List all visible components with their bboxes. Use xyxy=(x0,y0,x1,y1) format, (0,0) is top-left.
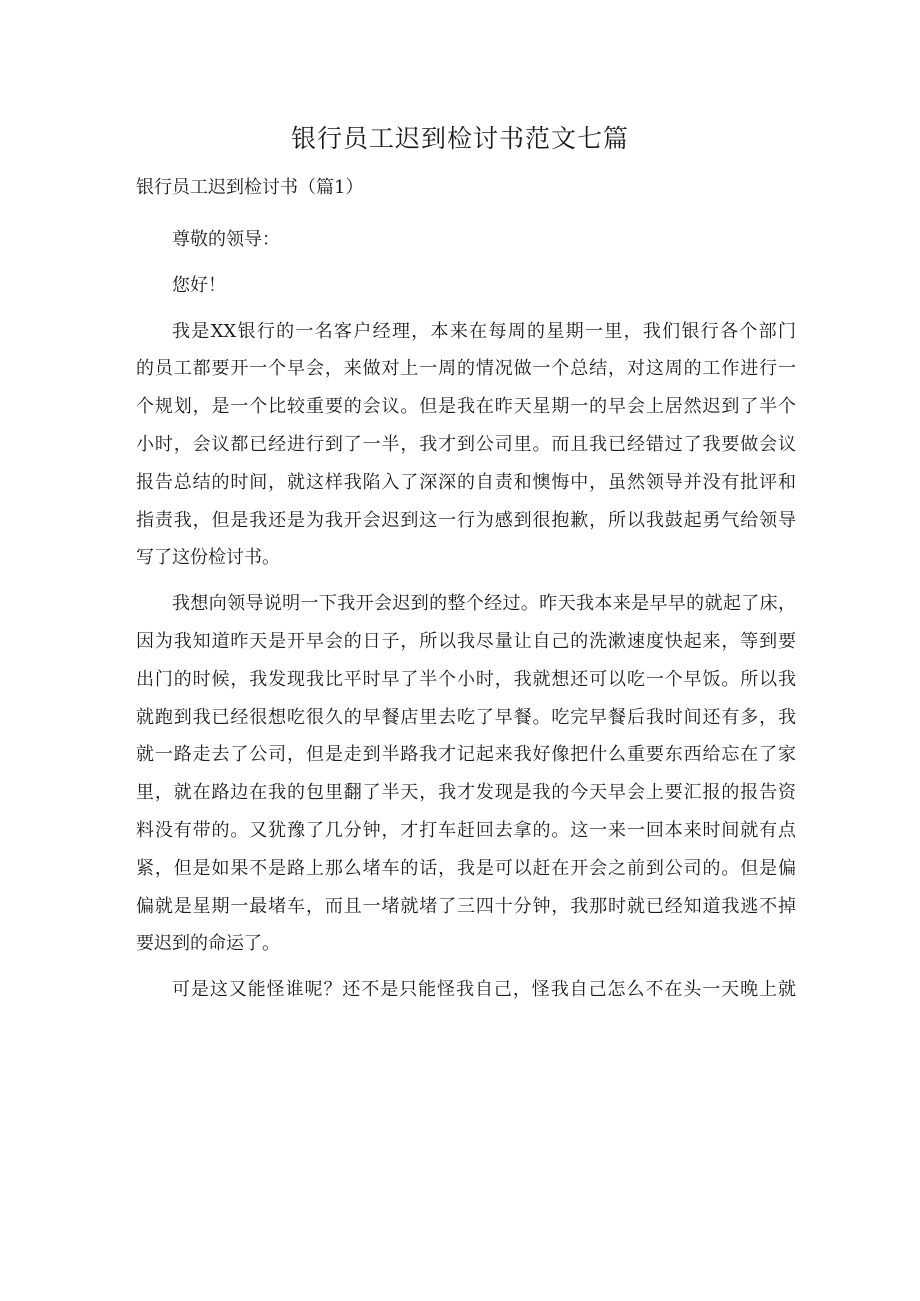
greeting-text: 您好！ xyxy=(172,274,226,296)
paragraph-3 xyxy=(136,971,796,1009)
paragraph-line: 出门的时候，我发现我比平时早了半个小时，我就想还可以吃一个早饭。所以我 xyxy=(136,668,796,690)
paragraph-line: 可是这又能怪谁呢？还不是只能怪我自己，怪我自己怎么不在头一天晚上就 xyxy=(172,979,796,1001)
paragraph-line: 的员工都要开一个早会，来做对上一周的情况做一个总结，对这周的工作进行一 xyxy=(136,358,796,380)
paragraph-1 xyxy=(136,313,796,578)
salutation xyxy=(136,221,796,259)
paragraph-line: 要迟到的命运了。 xyxy=(136,933,280,955)
document-body xyxy=(136,221,796,1017)
paragraph-line: 个规划，是一个比较重要的会议。但是我在昨天星期一的早会上居然迟到了半个 xyxy=(136,396,796,418)
paragraph-line: 写了这份检讨书。 xyxy=(136,547,280,569)
document-title: 银行员工迟到检讨书范文七篇 xyxy=(290,124,629,153)
paragraph-line: 偏就是星期一最堵车，而且一堵就堵了三四十分钟，我那时就已经知道我逃不掉 xyxy=(136,895,796,917)
paragraph-line: 紧，但是如果不是路上那么堵车的话，我是可以赶在开会之前到公司的。但是偏 xyxy=(136,857,796,879)
paragraph-line: 料没有带的。又犹豫了几分钟，才打车赶回去拿的。这一来一回本来时间就有点 xyxy=(136,819,796,841)
paragraph-line: 我想向领导说明一下我开会迟到的整个经过。昨天我本来是早早的就起了床， xyxy=(172,593,796,615)
paragraph-line: 里，就在路边在我的包里翻了半天，我才发现是我的今天早会上要汇报的报告资 xyxy=(136,782,796,804)
section-heading: 银行员工迟到检讨书（篇1） xyxy=(136,177,364,198)
paragraph-line: 就跑到我已经很想吃很久的早餐店里去吃了早餐。吃完早餐后我时间还有多，我 xyxy=(136,706,796,728)
paragraph-2 xyxy=(136,585,796,963)
paragraph-line: 就一路走去了公司，但是走到半路我才记起来我好像把什么重要东西给忘在了家 xyxy=(136,744,796,766)
paragraph-line: 小时，会议都已经进行到了一半，我才到公司里。而且我已经错过了我要做会议 xyxy=(136,433,796,455)
paragraph-line: 报告总结的时间，就这样我陷入了深深的自责和懊悔中，虽然领导并没有批评和 xyxy=(136,471,796,493)
paragraph-line: 我是XX银行的一名客户经理，本来在每周的星期一里，我们银行各个部门 xyxy=(172,320,796,342)
greeting xyxy=(136,267,796,305)
paragraph-line: 因为我知道昨天是开早会的日子，所以我尽量让自己的洗漱速度快起来，等到要 xyxy=(136,630,796,652)
salutation-text: 尊敬的领导： xyxy=(172,229,280,250)
paragraph-line: 指责我，但是我还是为我开会迟到这一行为感到很抱歉，所以我鼓起勇气给领导 xyxy=(136,509,796,531)
